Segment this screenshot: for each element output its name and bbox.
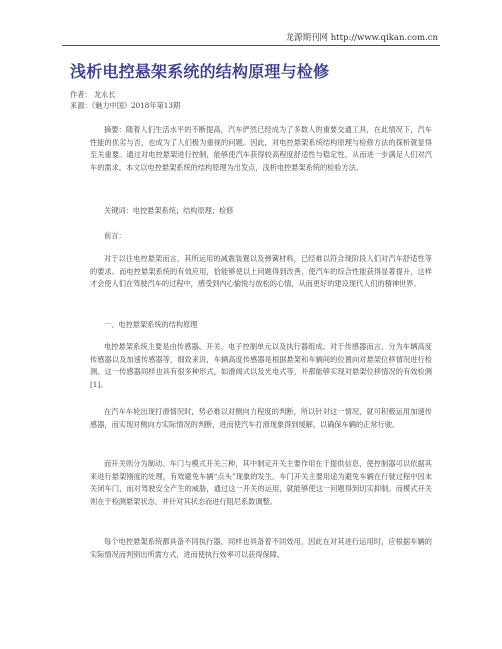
- section1-paragraph-4: 每个电控悬架系统都具备不同执行器，同样也具备着不同效用，因此在对其进行运用时，应根据车辆的实际情况而判别出所需方式，进而使执行效率可以获得保障。: [90, 537, 432, 559]
- section1-paragraph-1: 电控悬架系统主要是由传感器、开关、电子控制单元以及执行器组成。对于传感器而言，分为车辆高度传感器以及加速传感器等，细致来说，车辆高度传感器是根据悬架和车辆间的位置向对悬架位移情况进行检测。这一传感器同样也具有很多种形式，如滑阀式以及光电式等，并都能够实现对悬架位移情况的有效检测[1]。: [90, 342, 432, 389]
- section1-heading: 一、电控悬架系统的结构原理: [104, 320, 198, 329]
- article-title: 浅析电控悬架系统的结构原理与检修: [70, 62, 330, 81]
- section1-paragraph-2: 在汽车车轮出现打滑情况时，势必难以对侧向力程度的判断，所以针对这一情况，就可积极运用加速传感器，而实现对侧向方实际情况的判断，进而使汽车打滑现象得到缓解，以确保车辆的正常行驶。: [90, 407, 432, 429]
- header-divider: [62, 45, 440, 46]
- journal-source-header: 龙源期刊网 http://www.qikan.com.cn: [285, 33, 438, 43]
- keywords-line: 关键词：电控悬架系统；结构原理；检修: [104, 206, 234, 215]
- preface-heading: 前言：: [104, 231, 126, 240]
- preface-paragraph: 对于以往电控悬架而言，其所运用的减震装置以及弹簧材料，已经难以符合现阶段人们对汽车舒适性等的要求。而电控悬架系统的有效应用，恰能够使以上问题得到改善，使汽车的综合性能获得显著提升，这样才会使人们在驾驶汽车的过程中，感受到内心愉悦与放松的心情，从而更好的建设现代人们的精神世界。: [90, 254, 432, 288]
- abstract-paragraph: 摘要：随着人们生活水平的不断提高，汽车俨然已经成为了多数人的重要交通工具，在此情况下，汽车性能的优劣与否，也成为了人们极为重视的问题。因此，对电控悬架系统结构原理与检修方法的探析就显得至关重要。通过对电控悬架进行控制，能够使汽车获得较高程度舒适性与稳定性，从而进一步满足人们对汽车的需求。本文以电控悬架系统的结构原理为出发点，浅析电控悬架系统的检验方法。: [90, 125, 432, 172]
- article-author: 作者： 龙永长: [70, 90, 116, 99]
- article-origin: 来源：《魅力中国》2018年第13期: [70, 101, 181, 110]
- section1-paragraph-3: 而开关则分为制动、车门与模式开关三种，其中制定开关主要作用在于提供信息，使控制器可以依据其来进行悬架刚度的处理，有效避免车辆“点头”现象的发生。车门开关主要用途为避免车辆在行驶过程中因未关闭车门，而对驾驶安全产生的威胁，通过这一开关的运用，就能够使这一问题得到切实抑制。而模式开关则在于检测悬架状态，并针对其状态而进行阻尼系数调整。: [90, 459, 432, 506]
